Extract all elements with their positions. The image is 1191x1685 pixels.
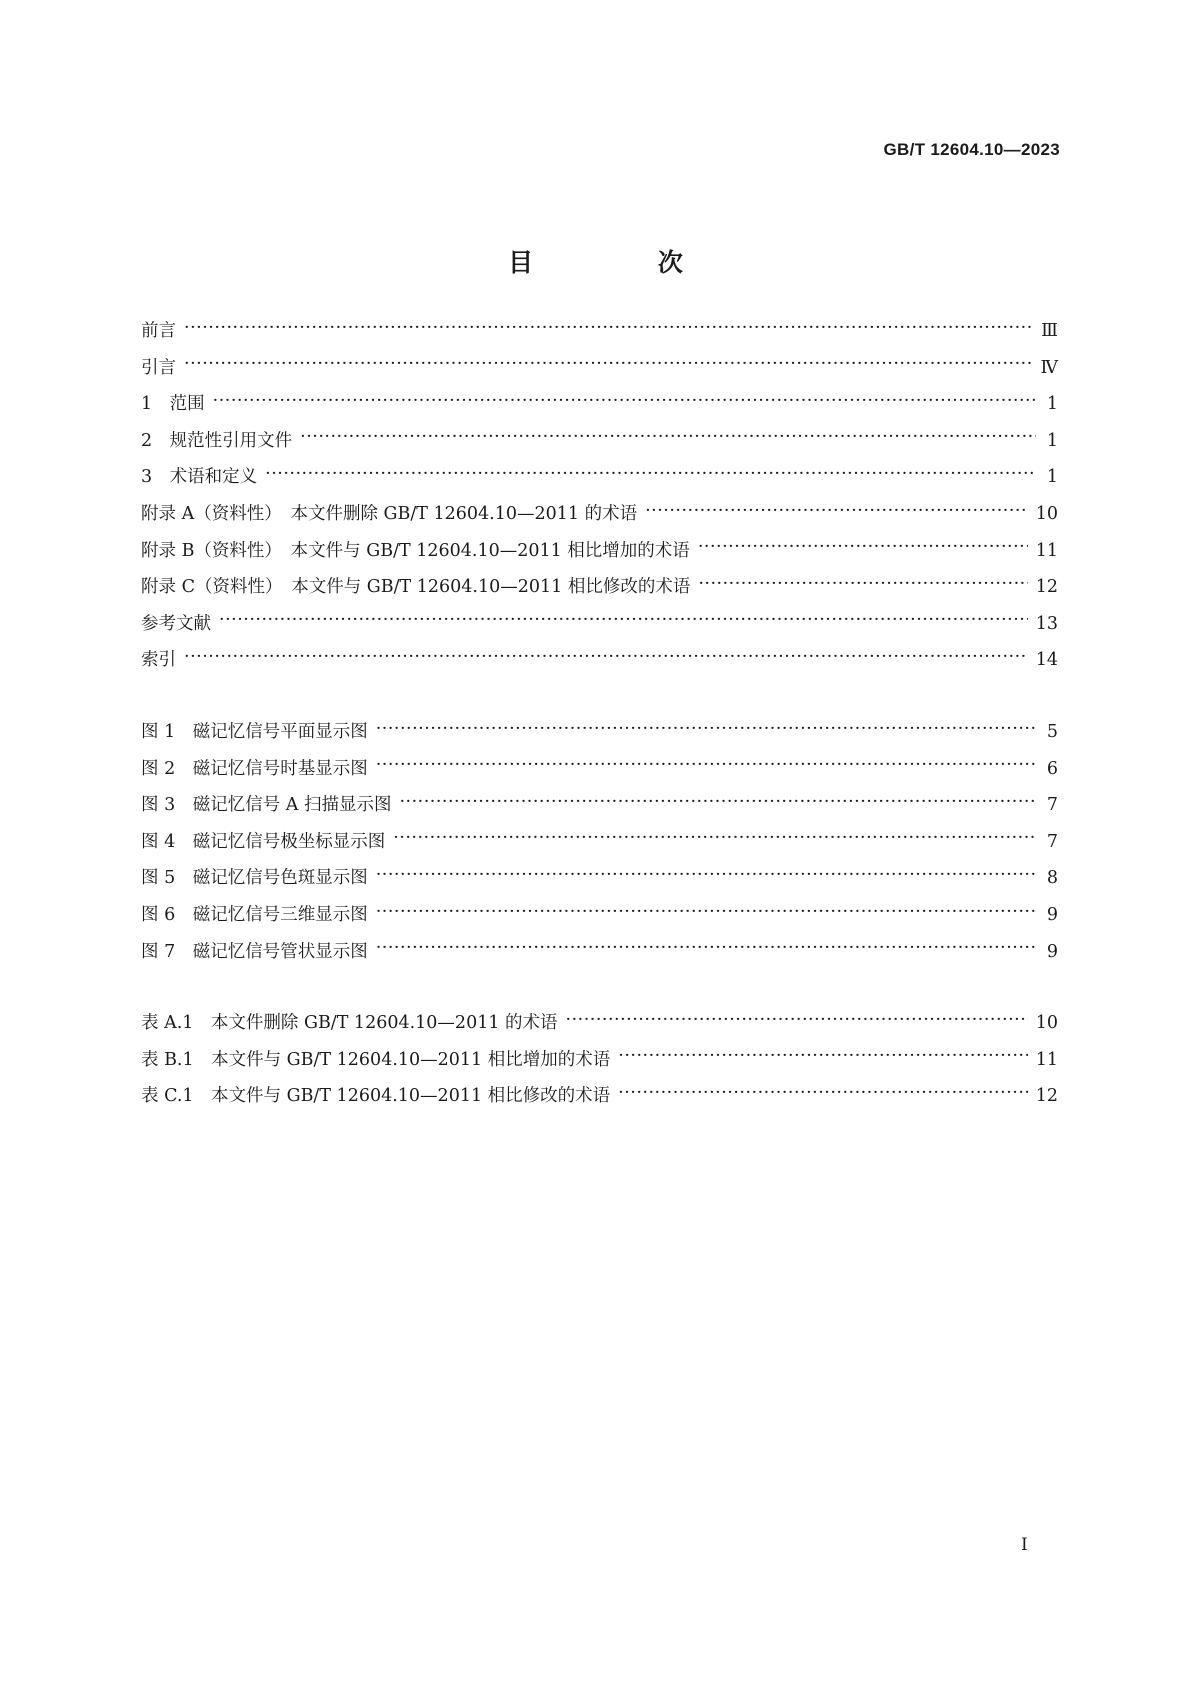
toc-entry-figure-2[interactable]: [141, 755, 1058, 792]
toc-entry-label: 图 3 磁记忆信号 A 扫描显示图: [141, 795, 392, 816]
toc-entry-page: 14: [1035, 650, 1058, 671]
dot-leader: [376, 902, 1036, 920]
toc-entry-table-c1[interactable]: [141, 1082, 1058, 1119]
toc-entry-figure-7[interactable]: [141, 938, 1058, 975]
toc-entry-page: Ⅲ: [1041, 321, 1058, 341]
toc-entry-annex-c[interactable]: [141, 573, 1058, 610]
toc-entry-label: 附录 C（资料性） 本文件与 GB/T 12604.10—2011 相比修改的术语: [141, 577, 691, 598]
toc-entry-page: 5: [1046, 721, 1058, 742]
toc-entry-label: 引言: [141, 357, 176, 378]
dot-leader: [399, 793, 1036, 811]
toc-entry-label: 索引: [141, 650, 176, 671]
toc-entry-foreword[interactable]: [141, 317, 1058, 354]
toc-entry-label: 3 术语和定义: [141, 467, 258, 488]
toc-entry-figure-6[interactable]: [141, 901, 1058, 938]
toc-entry-label: 表 C.1 本文件与 GB/T 12604.10—2011 相比修改的术语: [141, 1086, 611, 1107]
toc-entry-label: 图 5 磁记忆信号色斑显示图: [141, 868, 368, 889]
toc-entry-label: 附录 A（资料性） 本文件删除 GB/T 12604.10—2011 的术语: [141, 503, 638, 524]
toc-entry-page: 7: [1046, 831, 1058, 852]
dot-leader: [184, 319, 1033, 337]
toc-entry-page: 7: [1046, 795, 1058, 816]
standard-code: GB/T 12604.10—2023: [883, 140, 1060, 159]
toc-entry-page: 6: [1046, 758, 1058, 779]
dot-leader: [376, 756, 1036, 774]
toc-entry-label: 图 4 磁记忆信号极坐标显示图: [141, 831, 386, 852]
toc-entry-page: 12: [1035, 577, 1058, 598]
toc-entry-page: 10: [1035, 1013, 1058, 1034]
toc-entry-label: 图 1 磁记忆信号平面显示图: [141, 721, 368, 742]
dot-leader: [618, 1047, 1027, 1065]
dot-leader: [698, 575, 1027, 593]
toc-entry-annex-b[interactable]: [141, 537, 1058, 574]
dot-leader: [219, 611, 1028, 629]
toc-entry-label: 图 6 磁记忆信号三维显示图: [141, 904, 368, 925]
toc-entry-figure-3[interactable]: [141, 791, 1058, 828]
toc-entry-figure-4[interactable]: [141, 828, 1058, 865]
toc-entry-label: 表 A.1 本文件删除 GB/T 12604.10—2011 的术语: [141, 1013, 558, 1034]
toc-main-section: [141, 317, 1058, 1119]
toc-entry-page: 1: [1046, 430, 1058, 451]
toc-entry-label: 表 B.1 本文件与 GB/T 12604.10—2011 相比增加的术语: [141, 1049, 611, 1070]
toc-entry-page: 12: [1035, 1086, 1058, 1107]
toc-entry-table-a1[interactable]: [141, 1009, 1058, 1046]
page-title: 目 次: [508, 248, 741, 277]
toc-entry-page: Ⅳ: [1040, 357, 1058, 378]
page-number: I: [1021, 1535, 1028, 1555]
dot-leader: [618, 1084, 1028, 1102]
toc-entry-page: 13: [1035, 613, 1058, 634]
toc-entry-index[interactable]: [141, 646, 1058, 683]
toc-entry-label: 前言: [141, 321, 176, 341]
toc-entry-normative-references[interactable]: [141, 427, 1058, 464]
dot-leader: [213, 392, 1036, 410]
toc-entry-label: 附录 B（资料性） 本文件与 GB/T 12604.10—2011 相比增加的术语: [141, 540, 690, 561]
toc-entry-label: 1 范围: [141, 394, 205, 415]
toc-entry-figure-5[interactable]: [141, 864, 1058, 901]
dot-leader: [376, 866, 1036, 884]
toc-entry-label: 参考文献: [141, 613, 211, 634]
dot-leader: [376, 939, 1036, 957]
toc-entry-page: 9: [1046, 941, 1058, 962]
dot-leader: [184, 648, 1028, 666]
toc-entry-page: 9: [1046, 904, 1058, 925]
toc-entry-table-b1[interactable]: [141, 1046, 1058, 1083]
dot-leader: [698, 538, 1028, 556]
dot-leader: [300, 428, 1036, 446]
dot-leader: [645, 501, 1028, 519]
dot-leader: [376, 719, 1036, 737]
dot-leader: [393, 829, 1036, 847]
toc-entry-label: 图 2 磁记忆信号时基显示图: [141, 758, 368, 779]
toc-entry-page: 11: [1035, 540, 1058, 561]
toc-entry-terms-definitions[interactable]: [141, 463, 1058, 500]
dot-leader: [265, 465, 1036, 483]
toc-entry-annex-a[interactable]: [141, 500, 1058, 537]
toc-entry-label: 图 7 磁记忆信号管状显示图: [141, 941, 368, 962]
toc-entry-introduction[interactable]: [141, 354, 1058, 391]
dot-leader: [184, 355, 1033, 373]
toc-entry-figure-1[interactable]: [141, 718, 1058, 755]
toc-entry-page: 11: [1035, 1049, 1058, 1070]
toc-entry-scope[interactable]: [141, 390, 1058, 427]
toc-entry-page: 10: [1035, 503, 1058, 524]
toc-entry-label: 2 规范性引用文件: [141, 430, 293, 451]
toc-entry-page: 1: [1046, 467, 1058, 488]
toc-entry-bibliography[interactable]: [141, 610, 1058, 647]
toc-entry-page: 8: [1046, 868, 1058, 889]
toc-entry-page: 1: [1046, 394, 1058, 415]
dot-leader: [566, 1011, 1028, 1029]
